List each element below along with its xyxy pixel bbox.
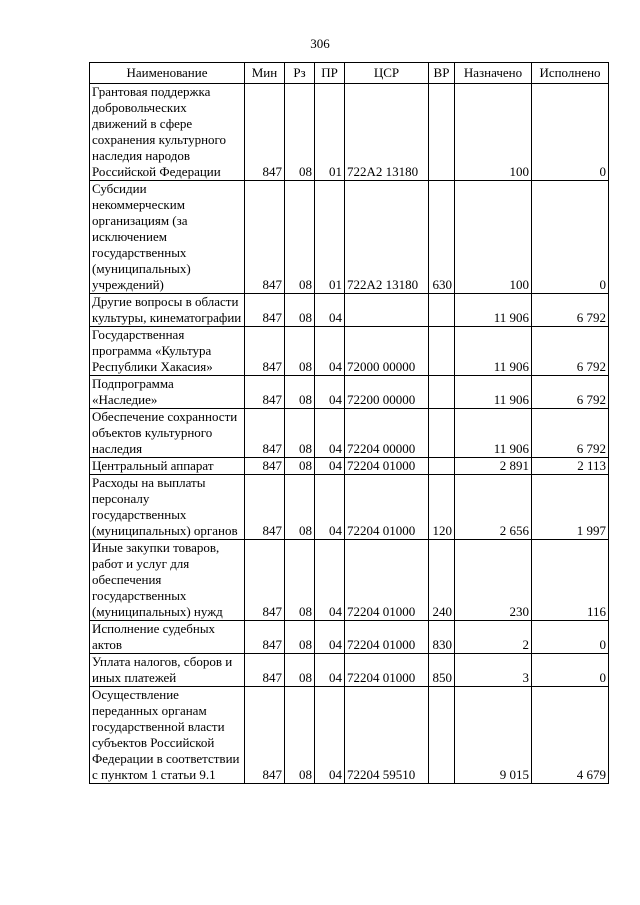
cell-min: 847 xyxy=(245,475,285,540)
cell-vr xyxy=(429,687,455,784)
cell-executed: 1 997 xyxy=(532,475,609,540)
cell-min: 847 xyxy=(245,327,285,376)
cell-executed: 0 xyxy=(532,621,609,654)
table-row xyxy=(90,84,609,181)
cell-csr: 72204 01000 xyxy=(345,540,429,621)
table-row xyxy=(90,540,609,621)
column-header-executed: Исполнено xyxy=(532,63,609,84)
cell-min: 847 xyxy=(245,409,285,458)
cell-name: Субсидии некоммерческим организациям (за исключением государственных (муниципальных) учреждений) xyxy=(90,181,245,294)
cell-assigned: 2 xyxy=(455,621,532,654)
cell-min: 847 xyxy=(245,540,285,621)
cell-executed: 4 679 xyxy=(532,687,609,784)
cell-rz: 08 xyxy=(285,475,315,540)
table-row xyxy=(90,294,609,327)
cell-pr: 04 xyxy=(315,376,345,409)
cell-csr: 72204 01000 xyxy=(345,654,429,687)
cell-vr xyxy=(429,294,455,327)
cell-rz: 08 xyxy=(285,409,315,458)
cell-rz: 08 xyxy=(285,621,315,654)
cell-assigned: 11 906 xyxy=(455,409,532,458)
cell-csr: 72200 00000 xyxy=(345,376,429,409)
cell-name: Исполнение судебных актов xyxy=(90,621,245,654)
table-row xyxy=(90,327,609,376)
cell-pr: 04 xyxy=(315,409,345,458)
cell-min: 847 xyxy=(245,181,285,294)
cell-executed: 0 xyxy=(532,84,609,181)
cell-assigned: 11 906 xyxy=(455,294,532,327)
cell-name: Расходы на выплаты персоналу государственных (муниципальных) органов xyxy=(90,475,245,540)
cell-name: Иные закупки товаров, работ и услуг для обеспечения государственных (муниципальных) нужд xyxy=(90,540,245,621)
cell-executed: 116 xyxy=(532,540,609,621)
column-header-csr: ЦСР xyxy=(345,63,429,84)
cell-csr: 72000 00000 xyxy=(345,327,429,376)
column-header-rz: Рз xyxy=(285,63,315,84)
cell-assigned: 2 891 xyxy=(455,458,532,475)
cell-assigned: 9 015 xyxy=(455,687,532,784)
cell-assigned: 100 xyxy=(455,84,532,181)
cell-rz: 08 xyxy=(285,294,315,327)
table-row xyxy=(90,181,609,294)
cell-min: 847 xyxy=(245,458,285,475)
cell-csr: 722A2 13180 xyxy=(345,181,429,294)
cell-pr: 04 xyxy=(315,475,345,540)
cell-name: Центральный аппарат xyxy=(90,458,245,475)
cell-csr: 72204 01000 xyxy=(345,458,429,475)
cell-pr: 04 xyxy=(315,654,345,687)
table-header-row xyxy=(90,63,609,84)
cell-rz: 08 xyxy=(285,687,315,784)
table-row xyxy=(90,376,609,409)
cell-pr: 04 xyxy=(315,621,345,654)
cell-vr xyxy=(429,376,455,409)
cell-assigned: 100 xyxy=(455,181,532,294)
column-header-name: Наименование xyxy=(90,63,245,84)
column-header-pr: ПР xyxy=(315,63,345,84)
cell-name: Уплата налогов, сборов и иных платежей xyxy=(90,654,245,687)
cell-pr: 04 xyxy=(315,540,345,621)
cell-executed: 6 792 xyxy=(532,409,609,458)
cell-assigned: 11 906 xyxy=(455,327,532,376)
cell-min: 847 xyxy=(245,654,285,687)
cell-executed: 6 792 xyxy=(532,376,609,409)
cell-vr xyxy=(429,409,455,458)
cell-vr xyxy=(429,458,455,475)
cell-rz: 08 xyxy=(285,181,315,294)
cell-name: Другие вопросы в области культуры, кинематографии xyxy=(90,294,245,327)
cell-executed: 2 113 xyxy=(532,458,609,475)
cell-csr xyxy=(345,294,429,327)
cell-min: 847 xyxy=(245,687,285,784)
cell-executed: 6 792 xyxy=(532,294,609,327)
cell-rz: 08 xyxy=(285,376,315,409)
cell-pr: 04 xyxy=(315,687,345,784)
cell-name: Осуществление переданных органам государственной власти субъектов Российской Федерации в соответствии с пунктом 1 статьи 9.1 xyxy=(90,687,245,784)
page-number: 306 xyxy=(310,36,330,51)
cell-min: 847 xyxy=(245,294,285,327)
cell-min: 847 xyxy=(245,621,285,654)
cell-vr: 240 xyxy=(429,540,455,621)
cell-rz: 08 xyxy=(285,84,315,181)
table-row xyxy=(90,621,609,654)
cell-csr: 72204 01000 xyxy=(345,475,429,540)
cell-vr xyxy=(429,84,455,181)
column-header-vr: ВР xyxy=(429,63,455,84)
cell-rz: 08 xyxy=(285,327,315,376)
table-row xyxy=(90,458,609,475)
cell-executed: 0 xyxy=(532,181,609,294)
cell-assigned: 230 xyxy=(455,540,532,621)
cell-vr: 850 xyxy=(429,654,455,687)
cell-rz: 08 xyxy=(285,540,315,621)
cell-executed: 0 xyxy=(532,654,609,687)
cell-name: Государственная программа «Культура Республики Хакасия» xyxy=(90,327,245,376)
table-row xyxy=(90,654,609,687)
cell-vr xyxy=(429,327,455,376)
cell-pr: 04 xyxy=(315,327,345,376)
table-row xyxy=(90,687,609,784)
cell-rz: 08 xyxy=(285,654,315,687)
column-header-min: Мин xyxy=(245,63,285,84)
cell-min: 847 xyxy=(245,84,285,181)
cell-pr: 04 xyxy=(315,458,345,475)
cell-csr: 72204 00000 xyxy=(345,409,429,458)
cell-pr: 04 xyxy=(315,294,345,327)
cell-assigned: 2 656 xyxy=(455,475,532,540)
cell-vr: 120 xyxy=(429,475,455,540)
cell-csr: 72204 01000 xyxy=(345,621,429,654)
cell-csr: 722A2 13180 xyxy=(345,84,429,181)
cell-name: Обеспечение сохранности объектов культурного наследия xyxy=(90,409,245,458)
cell-vr: 630 xyxy=(429,181,455,294)
column-header-assigned: Назначено xyxy=(455,63,532,84)
cell-csr: 72204 59510 xyxy=(345,687,429,784)
cell-min: 847 xyxy=(245,376,285,409)
cell-vr: 830 xyxy=(429,621,455,654)
budget-table xyxy=(89,62,609,784)
cell-assigned: 3 xyxy=(455,654,532,687)
cell-pr: 01 xyxy=(315,84,345,181)
cell-name: Подпрограмма «Наследие» xyxy=(90,376,245,409)
cell-rz: 08 xyxy=(285,458,315,475)
cell-name: Грантовая поддержка добровольческих движений в сфере сохранения культурного наследия народов Российской Федерации xyxy=(90,84,245,181)
table-row xyxy=(90,475,609,540)
table-row xyxy=(90,409,609,458)
cell-executed: 6 792 xyxy=(532,327,609,376)
cell-pr: 01 xyxy=(315,181,345,294)
cell-assigned: 11 906 xyxy=(455,376,532,409)
